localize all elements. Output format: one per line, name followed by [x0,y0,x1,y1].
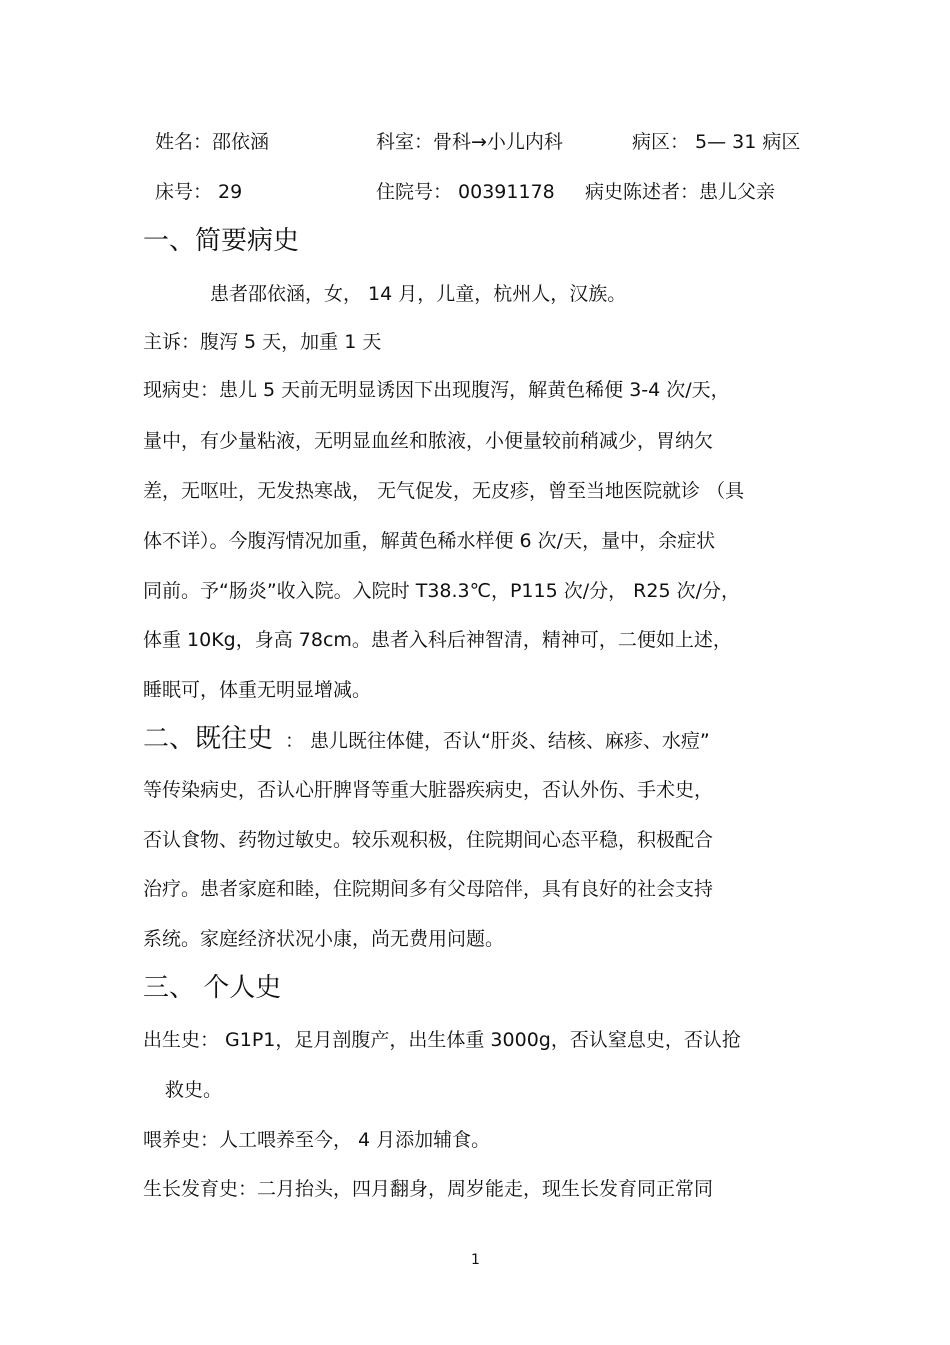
growth-history: 生长发育史：二月抬头，四月翻身，周岁能走，现生长发育同正常同 [143,1178,714,1200]
chief-complaint: 主诉：腹泻 5 天，加重 1 天 [143,331,382,353]
past-history-line: ： 患儿既往体健，否认“肝炎、结核、麻疹、水痘” [285,730,710,752]
history-narrator: 病史陈述者：患儿父亲 [585,181,776,203]
past-history-line: 等传染病史，否认心肝脾肾等重大脏器疾病史，否认外伤、手术史， [143,779,714,801]
past-history-line: 否认食物、药物过敏史。较乐观积极，住院期间心态平稳，积极配合 [143,829,714,851]
patient-intro: 患者邵依涵，女， 14 月，儿童，杭州人，汉族。 [210,283,627,305]
section-title-past-history: 二、既往史 [143,724,274,754]
feeding-history: 喂养史：人工喂养至今， 4 月添加辅食。 [143,1129,491,1151]
department: 科室：骨科→小儿内科 [376,131,563,153]
bed-number: 床号： 29 [155,181,243,203]
present-illness-line: 睡眠可，体重无明显增减。 [143,679,372,701]
section-title-brief-history: 一、简要病史 [143,226,300,256]
page-number: 1 [471,1252,480,1268]
present-illness-line: 体重 10Kg，身高 78cm。患者入科后神智清，精神可，二便如上述， [143,629,732,651]
past-history-line: 治疗。患者家庭和睦，住院期间多有父母陪伴，具有良好的社会支持 [143,878,714,900]
present-illness-line: 量中，有少量粘液，无明显血丝和脓液，小便量较前稍减少，胃纳欠 [143,430,714,452]
present-illness-line: 同前。予“肠炎”收入院。入院时 T38.3℃，P115 次/分， R25 次/分， [143,580,740,602]
birth-history-continued: 救史。 [165,1079,223,1101]
birth-history: 出生史： G1P1，足月剖腹产，出生体重 3000g，否认窒息史，否认抢 [143,1029,741,1051]
present-illness-line: 差，无呕吐，无发热寒战， 无气促发，无皮疹，曾至当地医院就诊 （具 [143,480,745,502]
section-title-personal-history: 三、 个人史 [143,973,282,1003]
present-illness-line: 体不详）。今腹泻情况加重，解黄色稀水样便 6 次/天，量中，余症状 [143,530,716,552]
ward: 病区： 5— 31 病区 [632,131,801,153]
present-illness-line: 现病史：患儿 5 天前无明显诱因下出现腹泻，解黄色稀便 3-4 次/天， [143,379,730,401]
admission-number: 住院号： 00391178 [376,181,555,203]
patient-name: 姓名：邵依涵 [155,131,270,153]
past-history-line: 系统。家庭经济状况小康，尚无费用问题。 [143,928,505,950]
